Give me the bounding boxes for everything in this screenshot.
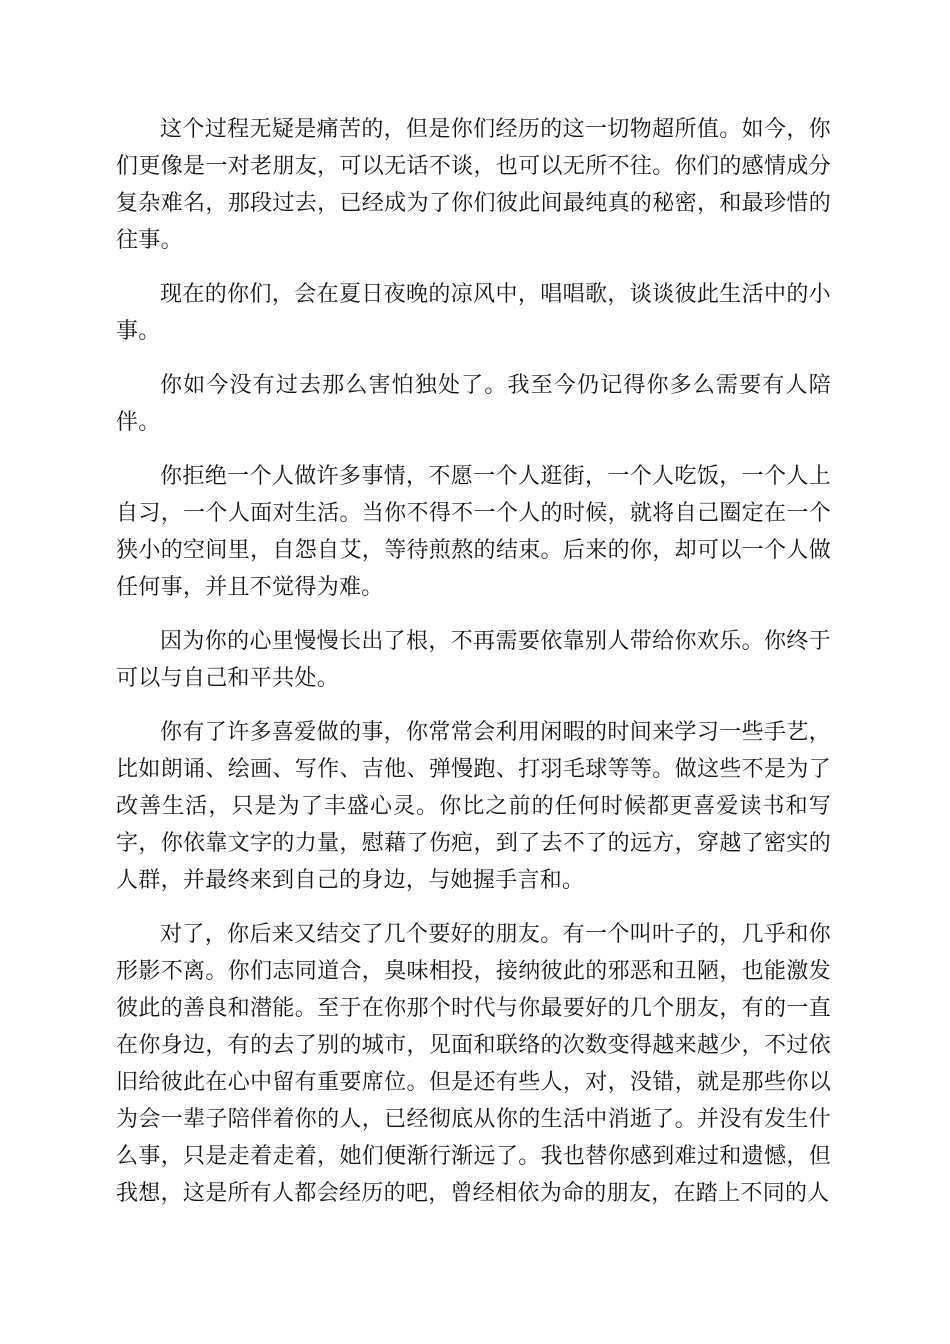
paragraph-4: 你拒绝一个人做许多事情，不愿一个人逛街，一个人吃饭，一个人上自习，一个人面对生活。当你不得不一个人的时候，就将自己圈定在一个狭小的空间里，自怨自艾，等待煎熬的结束。后来的你，却可以一个人做任何事，并且不觉得为难。 [116,464,831,600]
paragraph-7: 对了，你后来又结交了几个要好的朋友。有一个叫叶子的，几乎和你形影不离。你们志同道合，臭味相投，接纳彼此的邪恶和丑陋，也能激发彼此的善良和潜能。至于在你那个时代与你最要好的几个朋友，有的一直在你身边，有的去了别的城市，见面和联络的次数变得越来越少，不过依旧给彼此在心中留有重要席位。但是还有些人，对，没错，就是那些你以为会一辈子陪伴着你的人，已经彻底从你的生活中消逝了。并没有发生什么事，只是走着走着，她们便渐行渐远了。我也替你感到难过和遗憾，但我想，这是所有人都会经历的吧，曾经相依为命的朋友，在踏上不同的人 [116,922,831,1206]
document-page [116,111,831,1229]
paragraph-2: 现在的你们，会在夏日夜晚的凉风中，唱唱歌，谈谈彼此生活中的小事。 [116,282,831,344]
paragraph-5: 因为你的心里慢慢长出了根，不再需要依靠别人带给你欢乐。你终于可以与自己和平共处。 [116,629,831,691]
paragraph-3: 你如今没有过去那么害怕独处了。我至今仍记得你多么需要有人陪伴。 [116,373,831,435]
paragraph-1: 这个过程无疑是痛苦的，但是你们经历的这一切物超所值。如今，你们更像是一对老朋友，可以无话不谈，也可以无所不往。你们的感情成分复杂难名，那段过去，已经成为了你们彼此间最纯真的秘密，和最珍惜的往事。 [116,117,831,253]
paragraph-6: 你有了许多喜爱做的事，你常常会利用闲暇的时间来学习一些手艺，比如朗诵、绘画、写作、吉他、弹慢跑、打羽毛球等等。做这些不是为了改善生活，只是为了丰盛心灵。你比之前的任何时候都更喜爱读书和写字，你依靠文字的力量，慰藉了伤疤，到了去不了的远方，穿越了密实的人群，并最终来到自己的身边，与她握手言和。 [116,720,831,893]
